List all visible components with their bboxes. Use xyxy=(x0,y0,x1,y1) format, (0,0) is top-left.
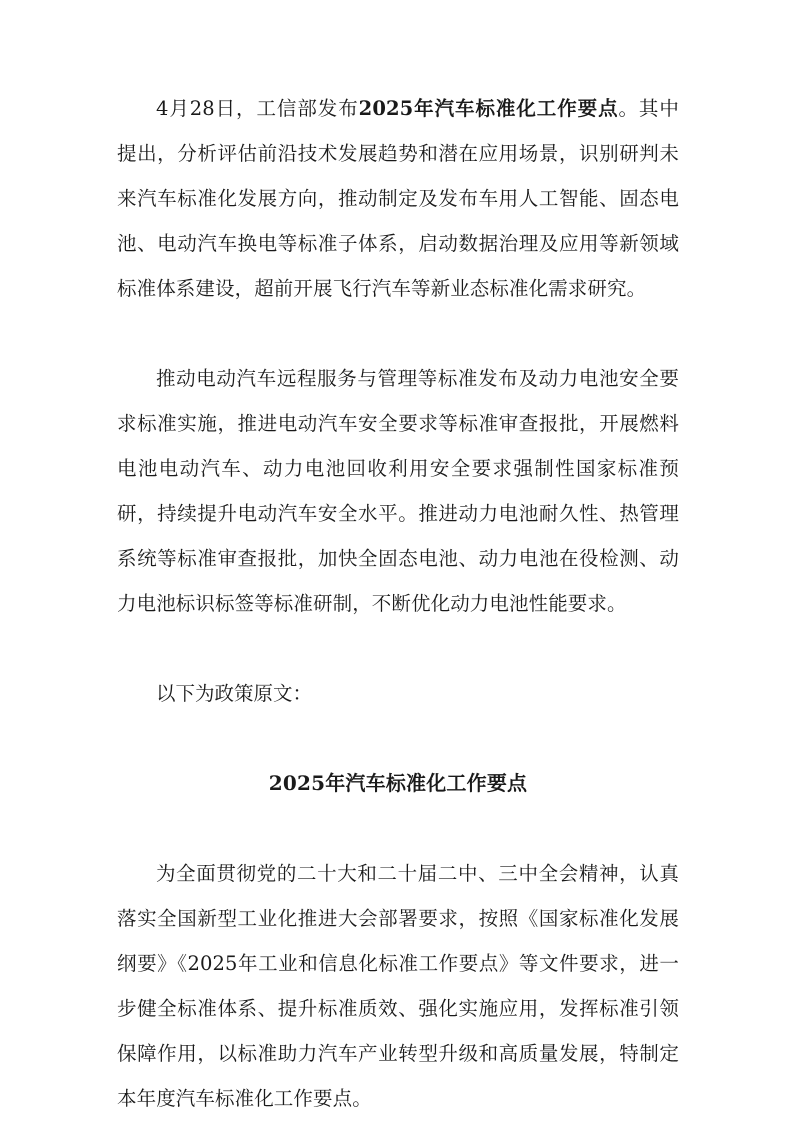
policy-heading: 2025年汽车标准化工作要点 xyxy=(268,771,528,795)
intro-para1-text-before-bold: 4月28日，工信部发布 xyxy=(156,97,359,120)
paragraph-spacer-2 xyxy=(117,626,679,671)
paragraph-spacer-4 xyxy=(117,806,679,851)
policy-title-inline-bold: 2025年汽车标准化工作要点 xyxy=(358,97,619,120)
intro-para1-text-after-bold: 。其中提出，分析评估前沿技术发展趋势和潜在应用场景，识别研判未来汽车标准化发展方向，推动制定及发布车用人工智能、固态电池、电动汽车换电等标准子体系，启动数据治理及应用等新领域标准体系建设，超前开展飞行汽车等新业态标准化需求研究。 xyxy=(117,97,679,300)
intro-paragraph-2: 推动电动汽车远程服务与管理等标准发布及动力电池安全要求标准实施，推进电动汽车安全要求等标准审查报批，开展燃料电池电动汽车、动力电池回收利用安全要求强制性国家标准预研，持续提升电动汽车安全水平。推进动力电池耐久性、热管理系统等标准审查报批，加快全固态电池、动力电池在役检测、动力电池标识标签等标准研制，不断优化动力电池性能要求。 xyxy=(117,367,679,615)
policy-paragraph-1: 为全面贯彻党的二十大和二十届二中、三中全会精神，认真落实全国新型工业化推进大会部署要求，按照《国家标准化发展纲要》《2025年工业和信息化标准工作要点》等文件要求，进一步健全标准体系、提升标准质效、强化实施应用，发挥标准引领保障作用，以标准助力汽车产业转型升级和高质量发展，特制定本年度汽车标准化工作要点。 xyxy=(117,862,679,1110)
document-body xyxy=(117,86,679,1121)
paragraph-spacer-1 xyxy=(117,311,679,356)
paragraph-spacer-3 xyxy=(117,716,679,761)
intro-paragraph-1 xyxy=(117,86,679,311)
lead-in-line: 以下为政策原文： xyxy=(156,682,313,705)
